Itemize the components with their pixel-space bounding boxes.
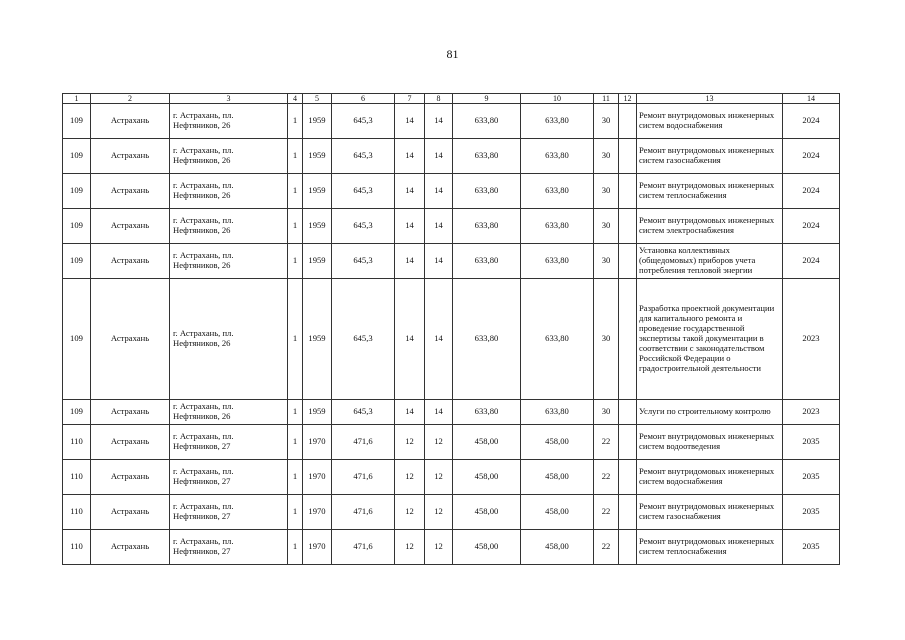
value-cell-7: 14 [395, 244, 425, 279]
area-cell: 645,3 [332, 104, 395, 139]
row-number-cell: 109 [63, 279, 91, 400]
row-number-cell: 109 [63, 244, 91, 279]
area-cell: 645,3 [332, 400, 395, 425]
value-cell-9: 633,80 [453, 174, 521, 209]
address-line-2: Нефтяников, 26 [173, 260, 231, 270]
address-line-2: Нефтяников, 27 [173, 511, 231, 521]
value-cell-12 [619, 279, 637, 400]
value-cell-7: 12 [395, 460, 425, 495]
area-cell: 645,3 [332, 209, 395, 244]
area-cell: 645,3 [332, 174, 395, 209]
address-line-1: г. Астрахань, пл. [173, 501, 234, 512]
value-cell-11: 30 [594, 244, 619, 279]
address-line-1: г. Астрахань, пл. [173, 431, 234, 442]
city-cell: Астрахань [91, 209, 170, 244]
value-cell-11: 30 [594, 209, 619, 244]
row-number-cell: 110 [63, 530, 91, 565]
column-number: 11 [594, 94, 619, 104]
value-cell-10: 633,80 [521, 209, 594, 244]
value-cell-9: 633,80 [453, 209, 521, 244]
address-cell [170, 425, 288, 460]
value-cell-12 [619, 174, 637, 209]
city-cell: Астрахань [91, 139, 170, 174]
row-number-cell: 110 [63, 425, 91, 460]
value-cell-8: 12 [425, 530, 453, 565]
table-row [63, 460, 840, 495]
table-header-row [63, 94, 840, 104]
value-cell-12 [619, 104, 637, 139]
column-number: 13 [637, 94, 783, 104]
value-cell-10: 633,80 [521, 244, 594, 279]
address-cell [170, 104, 288, 139]
table-row [63, 104, 840, 139]
value-cell-8: 14 [425, 104, 453, 139]
value-cell-7: 14 [395, 279, 425, 400]
value-cell-9: 633,80 [453, 244, 521, 279]
year-built-cell: 1970 [303, 460, 332, 495]
address-cell [170, 244, 288, 279]
year-built-cell: 1959 [303, 400, 332, 425]
address-line-1: г. Астрахань, пл. [173, 145, 234, 156]
value-cell-11: 30 [594, 104, 619, 139]
value-cell-4: 1 [288, 244, 303, 279]
address-line-2: Нефтяников, 26 [173, 155, 231, 165]
city-cell: Астрахань [91, 495, 170, 530]
address-line-1: г. Астрахань, пл. [173, 466, 234, 477]
value-cell-9: 458,00 [453, 460, 521, 495]
address-line-1: г. Астрахань, пл. [173, 110, 234, 121]
city-cell: Астрахань [91, 530, 170, 565]
column-number: 5 [303, 94, 332, 104]
planned-year-cell: 2035 [783, 460, 840, 495]
address-cell [170, 400, 288, 425]
city-cell: Астрахань [91, 279, 170, 400]
value-cell-12 [619, 460, 637, 495]
city-cell: Астрахань [91, 425, 170, 460]
value-cell-11: 30 [594, 174, 619, 209]
address-cell [170, 139, 288, 174]
value-cell-10: 633,80 [521, 174, 594, 209]
area-cell: 471,6 [332, 530, 395, 565]
city-cell: Астрахань [91, 460, 170, 495]
value-cell-4: 1 [288, 139, 303, 174]
column-number: 7 [395, 94, 425, 104]
work-type-cell: Ремонт внутридомовых инженерных систем электроснабжения [637, 209, 783, 244]
value-cell-9: 633,80 [453, 139, 521, 174]
value-cell-9: 458,00 [453, 530, 521, 565]
work-type-cell: Ремонт внутридомовых инженерных систем теплоснабжения [637, 530, 783, 565]
value-cell-9: 458,00 [453, 425, 521, 460]
value-cell-8: 14 [425, 209, 453, 244]
area-cell: 471,6 [332, 425, 395, 460]
address-line-1: г. Астрахань, пл. [173, 536, 234, 547]
column-number: 14 [783, 94, 840, 104]
work-type-cell: Ремонт внутридомовых инженерных систем водоснабжения [637, 104, 783, 139]
value-cell-12 [619, 400, 637, 425]
row-number-cell: 109 [63, 400, 91, 425]
planned-year-cell: 2024 [783, 209, 840, 244]
year-built-cell: 1959 [303, 174, 332, 209]
value-cell-11: 22 [594, 425, 619, 460]
row-number-cell: 109 [63, 139, 91, 174]
value-cell-8: 12 [425, 425, 453, 460]
page-number: 81 [446, 47, 459, 61]
work-type-cell: Ремонт внутридомовых инженерных систем водоотведения [637, 425, 783, 460]
city-cell: Астрахань [91, 400, 170, 425]
address-cell [170, 460, 288, 495]
year-built-cell: 1970 [303, 530, 332, 565]
value-cell-10: 458,00 [521, 495, 594, 530]
value-cell-4: 1 [288, 104, 303, 139]
value-cell-4: 1 [288, 279, 303, 400]
address-line-2: Нефтяников, 26 [173, 190, 231, 200]
value-cell-10: 458,00 [521, 530, 594, 565]
value-cell-12 [619, 495, 637, 530]
work-type-cell: Установка коллективных (общедомовых) приборов учета потребления тепловой энергии [637, 244, 783, 279]
work-type-cell: Разработка проектной документации для капитального ремонта и проведение государственной экспертизы такой документации в соответствии с законодательством Российской Федерации о градостроительной деятельности [637, 279, 783, 400]
address-line-1: г. Астрахань, пл. [173, 180, 234, 191]
year-built-cell: 1959 [303, 279, 332, 400]
work-type-cell: Услуги по строительному контролю [637, 400, 783, 425]
year-built-cell: 1959 [303, 209, 332, 244]
planned-year-cell: 2035 [783, 495, 840, 530]
row-number-cell: 110 [63, 460, 91, 495]
value-cell-7: 12 [395, 530, 425, 565]
address-line-2: Нефтяников, 27 [173, 546, 231, 556]
table-row [63, 174, 840, 209]
address-line-2: Нефтяников, 26 [173, 411, 231, 421]
value-cell-7: 14 [395, 400, 425, 425]
value-cell-11: 22 [594, 460, 619, 495]
value-cell-10: 633,80 [521, 139, 594, 174]
table-row [63, 139, 840, 174]
city-cell: Астрахань [91, 174, 170, 209]
planned-year-cell: 2035 [783, 425, 840, 460]
value-cell-7: 12 [395, 425, 425, 460]
row-number-cell: 109 [63, 174, 91, 209]
address-cell [170, 209, 288, 244]
value-cell-9: 633,80 [453, 279, 521, 400]
area-cell: 471,6 [332, 460, 395, 495]
planned-year-cell: 2035 [783, 530, 840, 565]
value-cell-11: 22 [594, 530, 619, 565]
row-number-cell: 110 [63, 495, 91, 530]
value-cell-8: 14 [425, 139, 453, 174]
area-cell: 471,6 [332, 495, 395, 530]
value-cell-12 [619, 530, 637, 565]
value-cell-10: 633,80 [521, 104, 594, 139]
year-built-cell: 1970 [303, 495, 332, 530]
column-number: 1 [63, 94, 91, 104]
area-cell: 645,3 [332, 244, 395, 279]
table-row [63, 279, 840, 400]
value-cell-12 [619, 425, 637, 460]
value-cell-7: 14 [395, 104, 425, 139]
address-line-2: Нефтяников, 27 [173, 476, 231, 486]
address-line-1: г. Астрахань, пл. [173, 215, 234, 226]
address-line-2: Нефтяников, 26 [173, 338, 231, 348]
planned-year-cell: 2024 [783, 244, 840, 279]
row-number-cell: 109 [63, 209, 91, 244]
value-cell-10: 633,80 [521, 400, 594, 425]
value-cell-8: 14 [425, 279, 453, 400]
address-cell [170, 174, 288, 209]
year-built-cell: 1970 [303, 425, 332, 460]
value-cell-8: 14 [425, 174, 453, 209]
value-cell-10: 458,00 [521, 460, 594, 495]
work-type-cell: Ремонт внутридомовых инженерных систем водоснабжения [637, 460, 783, 495]
column-number: 2 [91, 94, 170, 104]
address-line-2: Нефтяников, 26 [173, 225, 231, 235]
value-cell-4: 1 [288, 530, 303, 565]
row-number-cell: 109 [63, 104, 91, 139]
value-cell-8: 14 [425, 244, 453, 279]
table-row [63, 244, 840, 279]
value-cell-10: 633,80 [521, 279, 594, 400]
year-built-cell: 1959 [303, 139, 332, 174]
address-cell [170, 279, 288, 400]
address-cell [170, 530, 288, 565]
planned-year-cell: 2024 [783, 174, 840, 209]
value-cell-9: 633,80 [453, 400, 521, 425]
work-type-cell: Ремонт внутридомовых инженерных систем газоснабжения [637, 139, 783, 174]
value-cell-8: 12 [425, 460, 453, 495]
column-number: 10 [521, 94, 594, 104]
column-number: 6 [332, 94, 395, 104]
value-cell-7: 14 [395, 174, 425, 209]
address-line-2: Нефтяников, 27 [173, 441, 231, 451]
address-line-1: г. Астрахань, пл. [173, 250, 234, 261]
value-cell-12 [619, 209, 637, 244]
planned-year-cell: 2024 [783, 139, 840, 174]
column-number: 9 [453, 94, 521, 104]
value-cell-8: 14 [425, 400, 453, 425]
work-type-cell: Ремонт внутридомовых инженерных систем теплоснабжения [637, 174, 783, 209]
planned-year-cell: 2023 [783, 400, 840, 425]
table-row [63, 530, 840, 565]
column-number: 8 [425, 94, 453, 104]
planned-year-cell: 2024 [783, 104, 840, 139]
planned-year-cell: 2023 [783, 279, 840, 400]
value-cell-11: 30 [594, 139, 619, 174]
table-row [63, 209, 840, 244]
value-cell-7: 14 [395, 139, 425, 174]
value-cell-9: 633,80 [453, 104, 521, 139]
value-cell-4: 1 [288, 425, 303, 460]
value-cell-10: 458,00 [521, 425, 594, 460]
table-row [63, 400, 840, 425]
value-cell-4: 1 [288, 495, 303, 530]
value-cell-4: 1 [288, 460, 303, 495]
capital-repair-table [62, 93, 840, 565]
address-cell [170, 495, 288, 530]
city-cell: Астрахань [91, 104, 170, 139]
table-row [63, 425, 840, 460]
year-built-cell: 1959 [303, 244, 332, 279]
value-cell-11: 30 [594, 400, 619, 425]
column-number: 3 [170, 94, 288, 104]
area-cell: 645,3 [332, 139, 395, 174]
value-cell-4: 1 [288, 400, 303, 425]
area-cell: 645,3 [332, 279, 395, 400]
year-built-cell: 1959 [303, 104, 332, 139]
value-cell-12 [619, 244, 637, 279]
column-number: 12 [619, 94, 637, 104]
value-cell-4: 1 [288, 209, 303, 244]
value-cell-9: 458,00 [453, 495, 521, 530]
value-cell-11: 22 [594, 495, 619, 530]
value-cell-4: 1 [288, 174, 303, 209]
work-type-cell: Ремонт внутридомовых инженерных систем газоснабжения [637, 495, 783, 530]
value-cell-11: 30 [594, 279, 619, 400]
address-line-1: г. Астрахань, пл. [173, 401, 234, 412]
address-line-1: г. Астрахань, пл. [173, 328, 234, 339]
value-cell-7: 14 [395, 209, 425, 244]
value-cell-12 [619, 139, 637, 174]
value-cell-8: 12 [425, 495, 453, 530]
column-number: 4 [288, 94, 303, 104]
address-line-2: Нефтяников, 26 [173, 120, 231, 130]
table-row [63, 495, 840, 530]
value-cell-7: 12 [395, 495, 425, 530]
city-cell: Астрахань [91, 244, 170, 279]
